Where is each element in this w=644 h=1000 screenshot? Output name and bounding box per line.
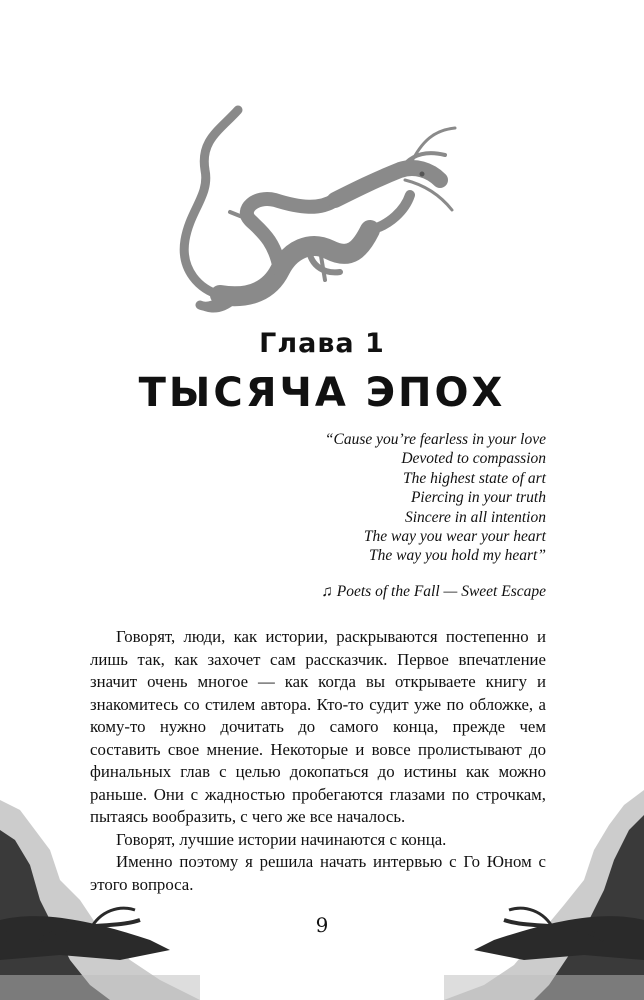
epigraph-line: The way you hold my heart” xyxy=(369,547,546,565)
paragraph: Именно поэтому я решила начать интервью с Го Юном с этого вопроса. xyxy=(90,852,546,894)
epigraph-line: The way you wear your heart xyxy=(363,528,546,546)
paragraph: Говорят, люди, как истории, раскрываются постепенно и лишь так, как захочет сам рассказчик. Первое впечатление значит очень многое — как когда вы открываете книгу и знакомитесь со стилем автора. Кто-то судит уже по обложке, а кому-то нужно дочитать до самого конца, прежде чем составить свое мнение. Некоторые и вовсе пролистывают до финальных глав с целью докопаться до истины как можно раньше. Они с жадностью пробегаются глазами по строчкам, пытаясь вообразить, с чего же все началось. xyxy=(90,627,546,826)
epigraph-line: Piercing in your truth xyxy=(410,489,546,507)
music-note-icon: ♫ xyxy=(321,583,333,600)
dragon-illustration xyxy=(160,100,460,320)
page-number: 9 xyxy=(315,913,329,937)
epigraph-line: “Cause you’re fearless in your love xyxy=(324,431,546,448)
landscape-right-illustration xyxy=(444,770,644,1000)
epigraph xyxy=(186,430,546,566)
paragraph: Говорят, лучшие истории начинаются с конца. xyxy=(116,829,447,849)
epigraph-line: Devoted to compassion xyxy=(401,450,546,468)
chapter-label: Глава 1 xyxy=(259,328,385,359)
credit-text: Poets of the Fall — Sweet Escape xyxy=(336,583,546,600)
landscape-left-illustration xyxy=(0,770,200,1000)
epigraph-credit xyxy=(321,583,546,601)
epigraph-line: Sincere in all intention xyxy=(404,508,546,526)
chapter-title: ТЫСЯЧА ЭПОХ xyxy=(138,370,506,416)
epigraph-line: The highest state of art xyxy=(403,469,546,487)
